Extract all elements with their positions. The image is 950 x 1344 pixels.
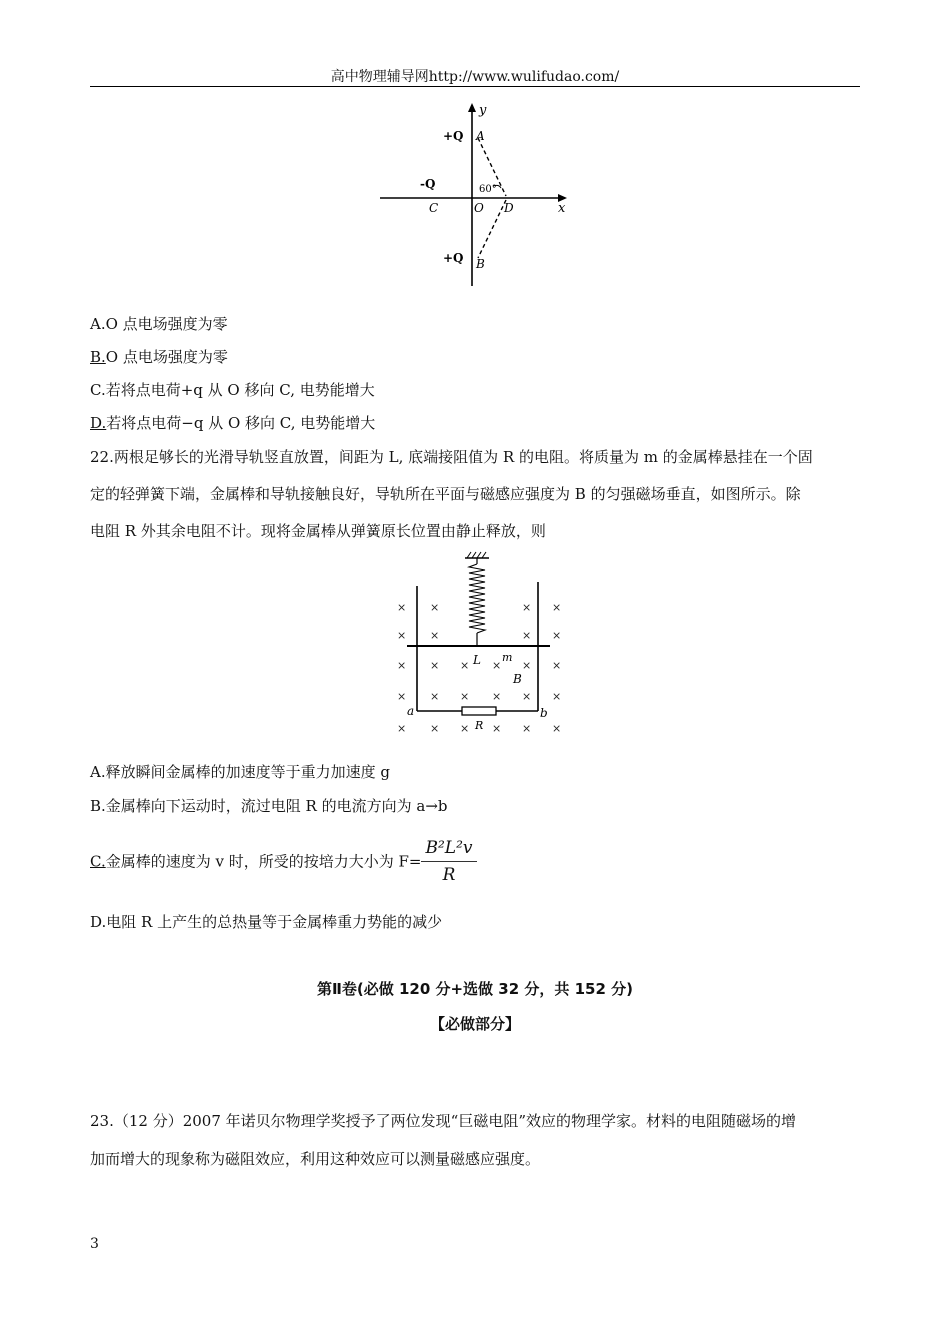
option-letter: D. <box>90 414 107 432</box>
field-cross: × <box>397 722 407 735</box>
q22-option-d: D.电阻 R 上产生的总热量等于金属棒重力势能的减少 <box>90 913 443 931</box>
option-letter: B. <box>90 348 106 366</box>
charge-a-label: +Q <box>443 129 464 143</box>
terminal-a-label: a <box>407 704 415 718</box>
option-text: 金属棒的速度为 v 时，所受的按培力大小为 F= <box>105 852 422 871</box>
field-cross: × <box>522 629 532 642</box>
option-text: O 点电场强度为零 <box>105 348 228 366</box>
option-letter: C. <box>90 381 106 399</box>
header-rule <box>90 86 860 87</box>
field-cross: × <box>492 722 502 735</box>
field-cross: × <box>397 659 407 672</box>
field-cross: × <box>430 659 440 672</box>
page-number: 3 <box>90 1236 99 1252</box>
field-cross: × <box>522 659 532 672</box>
field-cross: × <box>460 659 470 672</box>
q21-option-d <box>90 412 375 433</box>
page-header: 高中物理辅导网http://www.wulifudao.com/ <box>330 69 620 85</box>
field-cross: × <box>430 601 440 614</box>
option-text: O 点电场强度为零 <box>105 315 228 333</box>
point-d-label: D <box>504 201 514 215</box>
q21-option-b <box>90 346 228 367</box>
option-letter: A. <box>90 315 106 333</box>
resistor-label: R <box>475 719 484 732</box>
point-o-label: O <box>474 201 484 215</box>
option-text: 若将点电荷+q 从 O 移向 C, 电势能增大 <box>105 381 375 399</box>
charge-b-label: +Q <box>443 251 464 265</box>
rail-spring-figure <box>385 550 575 740</box>
charge-coordinate-figure <box>375 100 575 290</box>
point-c-label: C <box>429 201 439 215</box>
charge-c-label: -Q <box>420 177 436 191</box>
field-cross: × <box>552 629 562 642</box>
fraction-numerator: B²L²v <box>421 838 476 862</box>
field-cross: × <box>492 659 502 672</box>
field-cross: × <box>460 690 470 703</box>
field-cross: × <box>492 690 502 703</box>
mass-label: m <box>502 651 513 664</box>
axis-y-label: y <box>479 103 487 118</box>
q21-option-c <box>90 379 375 400</box>
q22-line-2: 定的轻弹簧下端，金属棒和导轨接触良好，导轨所在平面与磁感应强度为 B 的匀强磁场垂直，如图所示。除 <box>90 485 801 503</box>
q23-line-2: 加而增大的现象称为磁阻效应，利用这种效应可以测量磁感应强度。 <box>90 1150 541 1168</box>
fraction-denominator: R <box>442 865 456 886</box>
q22-option-b: B.金属棒向下运动时，流过电阻 R 的电流方向为 a→b <box>90 797 448 815</box>
section-title: 第Ⅱ卷(必做 120 分+选做 32 分，共 152 分) <box>317 980 633 998</box>
q21-option-a <box>90 313 228 334</box>
field-cross: × <box>552 659 562 672</box>
field-cross: × <box>522 601 532 614</box>
bar-length-label: L <box>473 653 481 667</box>
field-cross: × <box>397 690 407 703</box>
field-cross: × <box>430 690 440 703</box>
field-cross: × <box>430 722 440 735</box>
q22-line-1: 22.两根足够长的光滑导轨竖直放置，间距为 L, 底端接阻值为 R 的电阻。将质量为 m 的金属棒悬挂在一个固 <box>90 448 813 466</box>
field-b-label: B <box>513 672 522 686</box>
field-cross: × <box>552 690 562 703</box>
angle-label: 60° <box>479 184 497 195</box>
section-subtitle: 【必做部分】 <box>429 1015 520 1033</box>
q22-line-3: 电阻 R 外其余电阻不计。现将金属棒从弹簧原长位置由静止释放，则 <box>90 522 546 540</box>
option-letter: C. <box>90 852 106 871</box>
field-cross: × <box>522 722 532 735</box>
field-cross: × <box>552 601 562 614</box>
q22-option-c <box>90 838 477 887</box>
axis-x-label: x <box>558 201 566 216</box>
force-fraction <box>421 838 476 887</box>
field-cross: × <box>522 690 532 703</box>
field-cross: × <box>397 629 407 642</box>
q23-line-1: 23.（12 分）2007 年诺贝尔物理学奖授予了两位发现“巨磁电阻”效应的物理学家。材料的电阻随磁场的增 <box>90 1112 796 1130</box>
field-cross: × <box>460 722 470 735</box>
option-text: 若将点电荷−q 从 O 移向 C, 电势能增大 <box>106 414 376 432</box>
q22-option-a: A.释放瞬间金属棒的加速度等于重力加速度 g <box>90 763 390 781</box>
point-b-label: B <box>476 257 485 271</box>
field-cross: × <box>397 601 407 614</box>
terminal-b-label: b <box>540 706 548 720</box>
field-cross: × <box>552 722 562 735</box>
point-a-label: A <box>476 129 485 143</box>
field-cross: × <box>430 629 440 642</box>
